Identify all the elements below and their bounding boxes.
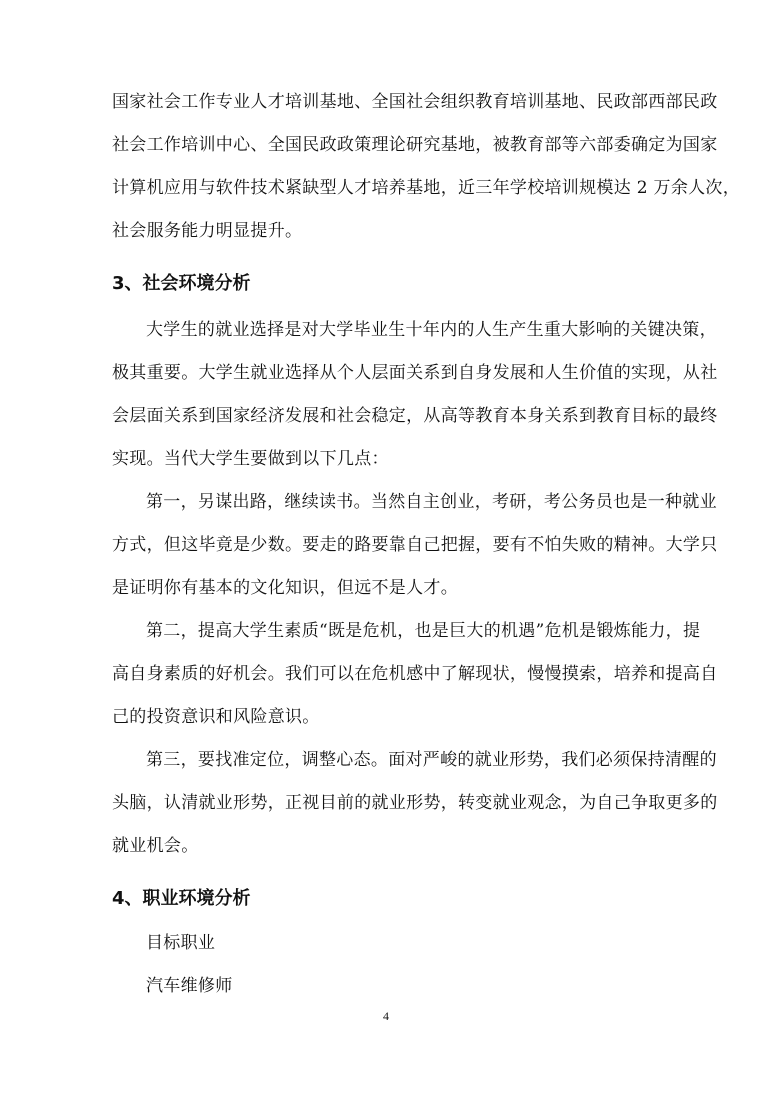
s3-p4-line-2: 头脑，认清就业形势，正视目前的就业形势，转变就业观念，为自己争取更多的 [112,793,718,813]
s3-p3-line-2: 高自身素质的好机会。我们可以在危机感中了解现状，慢慢摸索，培养和提高自 [112,664,718,684]
section-4-heading: 4、职业环境分析 [112,888,251,909]
s3-p2-line-2: 方式，但这毕竟是少数。要走的路要靠自己把握，要有不怕失败的精神。大学只 [112,535,718,555]
intro-line-3: 计算机应用与软件技术紧缺型人才培养基地，近三年学校培训规模达 2 万余人次， [112,178,741,198]
s3-p3-line-1: 第二，提高大学生素质“既是危机，也是巨大的机遇”危机是锻炼能力，提 [146,621,701,641]
target-career-label: 目标职业 [146,933,216,953]
section-3-heading: 3、社会环境分析 [112,273,251,294]
intro-line-1: 国家社会工作专业人才培训基地、全国社会组织教育培训基地、民政部西部民政 [112,92,718,112]
intro-line-2: 社会工作培训中心、全国民政政策理论研究基地，被教育部等六部委确定为国家 [112,135,718,155]
s3-p1-line-4: 实现。当代大学生要做到以下几点： [112,449,389,469]
s3-p4-line-3: 就业机会。 [112,836,199,856]
s3-p2-line-1: 第一，另谋出路，继续读书。当然自主创业，考研，考公务员也是一种就业 [146,492,717,512]
s3-p4-line-1: 第三，要找准定位，调整心态。面对严峻的就业形势，我们必须保持清醒的 [146,750,717,770]
s3-p2-line-3: 是证明你有基本的文化知识，但远不是人才。 [112,578,458,598]
s3-p1-line-2: 极其重要。大学生就业选择从个人层面关系到自身发展和人生价值的实现，从社 [112,363,718,383]
s3-p3-line-3: 己的投资意识和风险意识。 [112,707,320,727]
intro-line-4: 社会服务能力明显提升。 [112,221,303,241]
s3-p1-line-3: 会层面关系到国家经济发展和社会稳定，从高等教育本身关系到教育目标的最终 [112,406,718,426]
target-career-value: 汽车维修师 [146,976,233,996]
s3-p1-line-1: 大学生的就业选择是对大学毕业生十年内的人生产生重大影响的关键决策， [146,320,717,340]
page-number: 4 [383,1009,389,1023]
